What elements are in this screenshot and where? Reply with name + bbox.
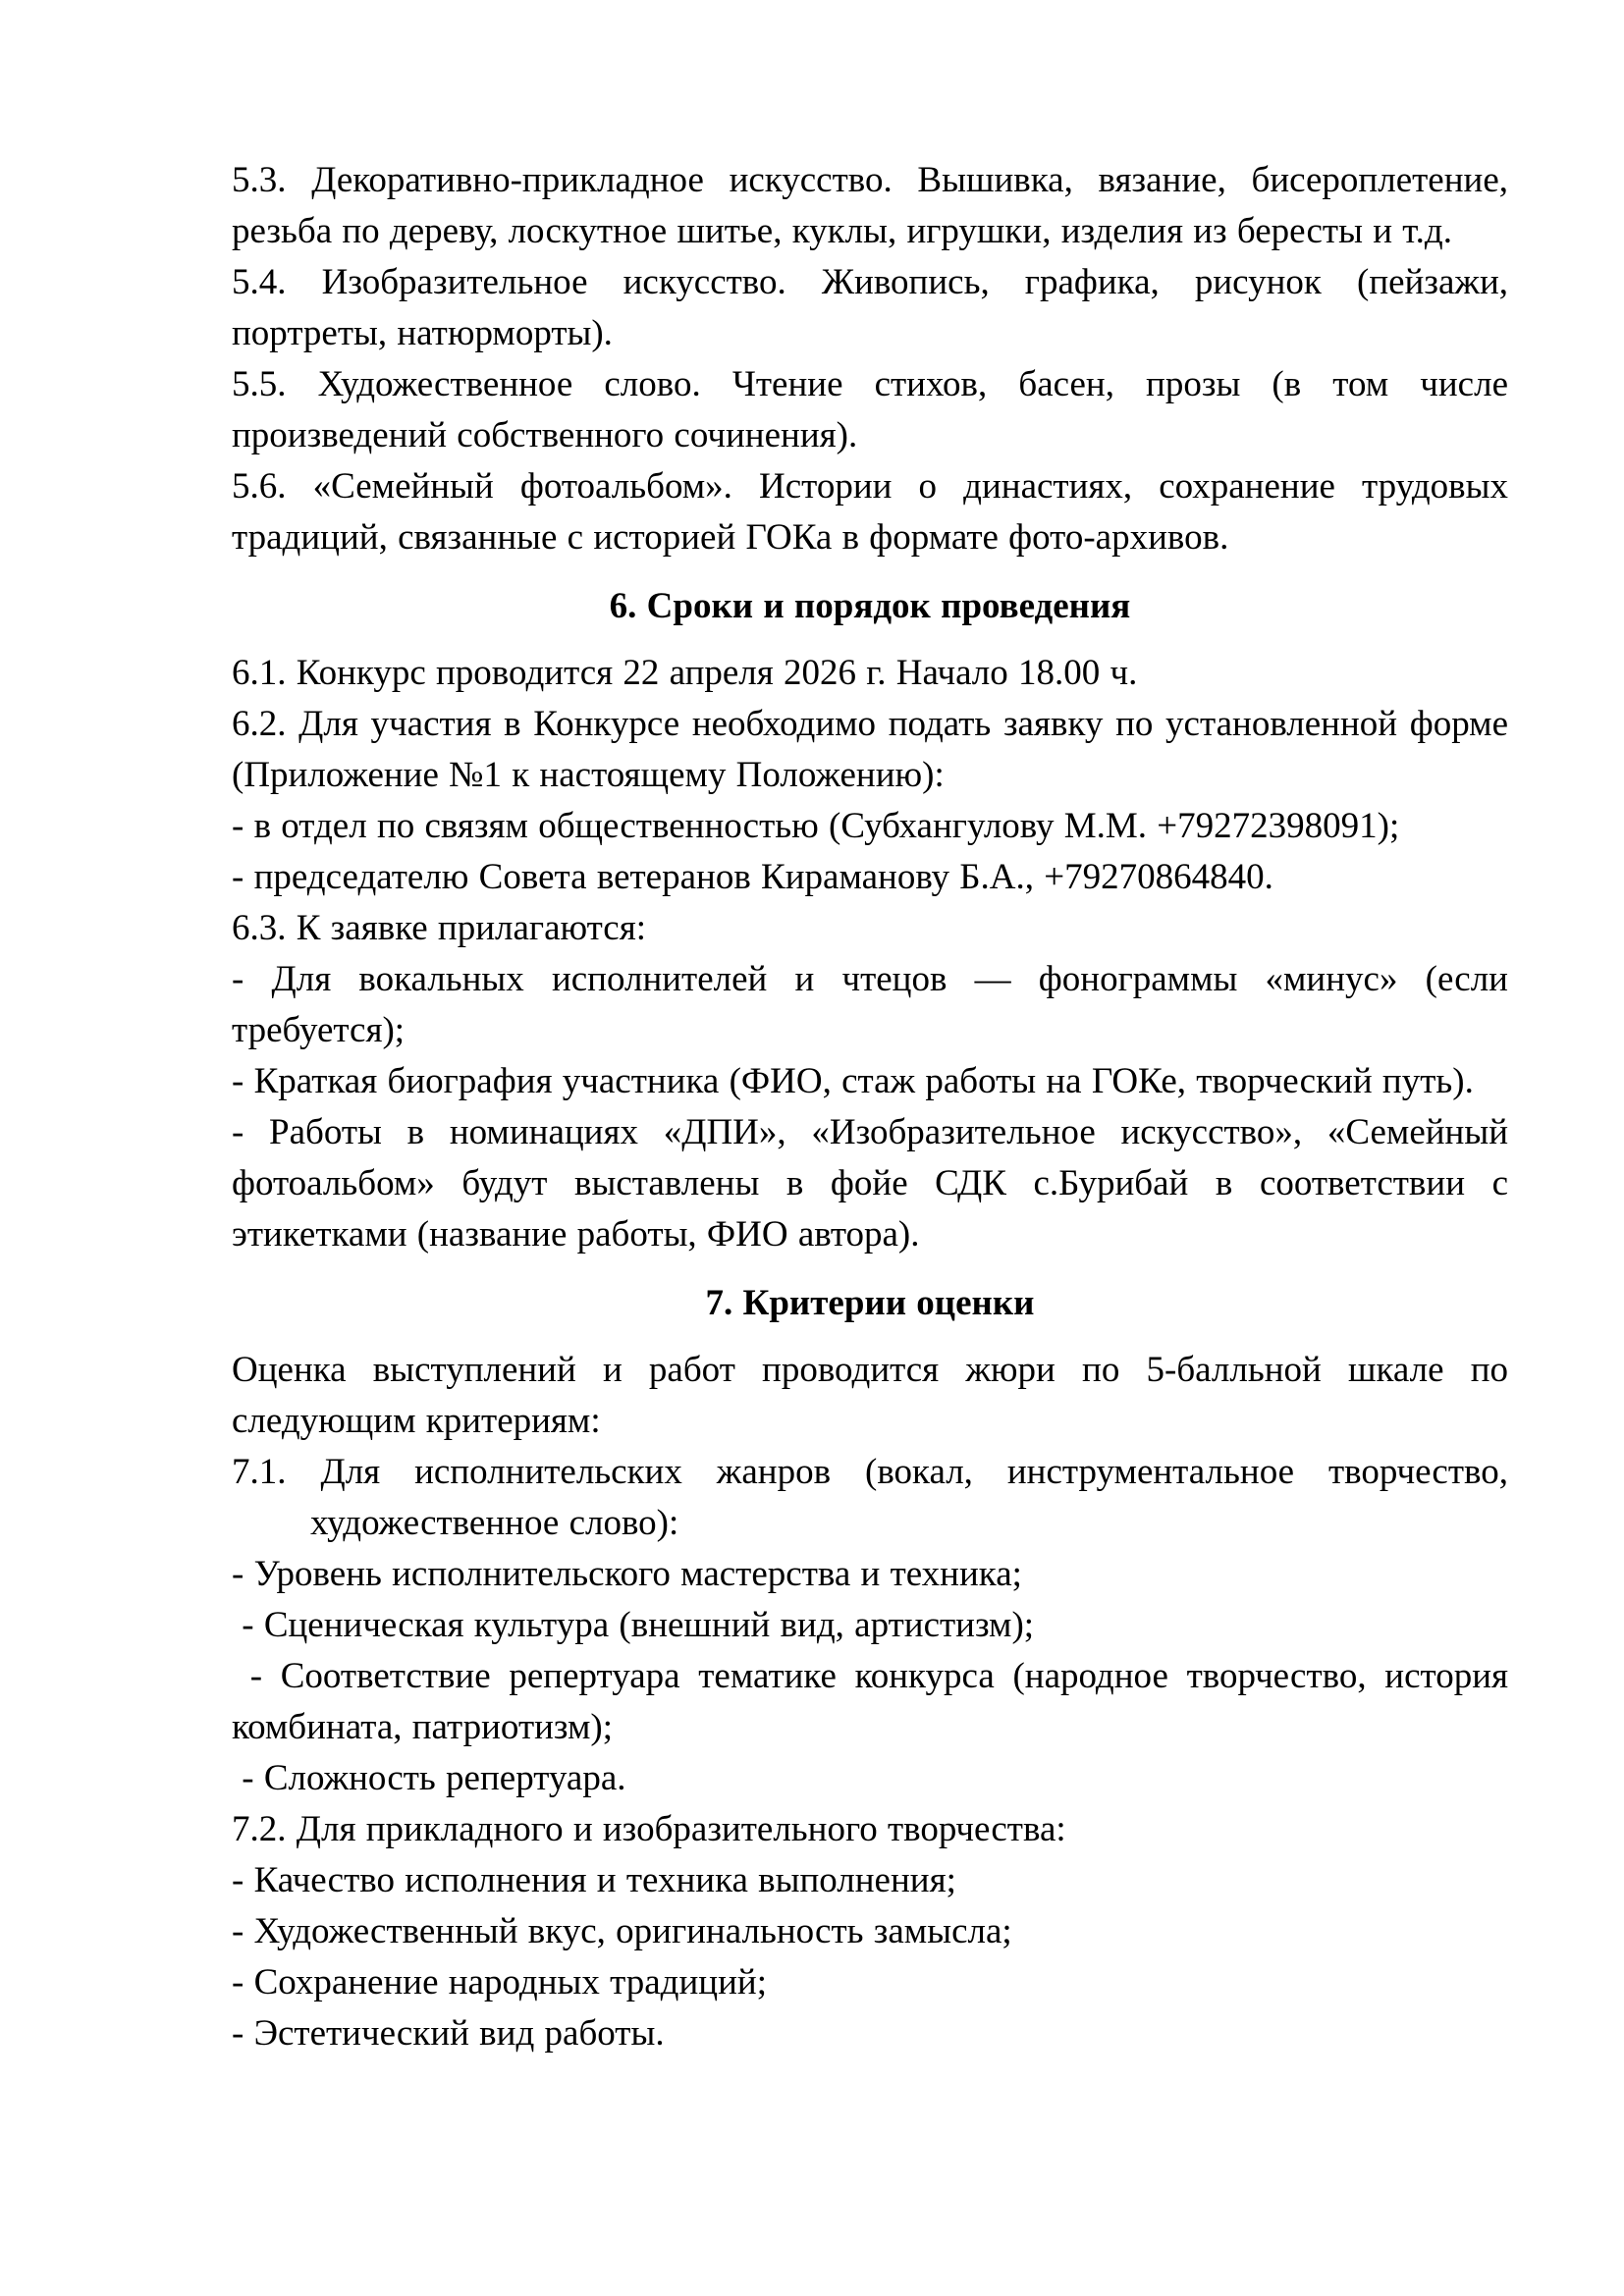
paragraph: 5.4. Изобразительное искусство. Живопись, графика, рисунок (пейзажи, портреты, натюрморты). (232, 262, 1519, 353)
paragraph: - Художественный вкус, оригинальность замысла; (232, 1911, 1012, 1951)
paragraph: 6.2. Для участия в Конкурсе необходимо подать заявку по установленной форме (Приложение №1 к настоящему Положению): (232, 704, 1519, 795)
document-body (232, 155, 1519, 2059)
paragraph: - Краткая биография участника (ФИО, стаж работы на ГОКе, творческий путь). (232, 1061, 1474, 1101)
paragraph: 5.3. Декоративно-прикладное искусство. Вышивка, вязание, бисероплетение, резьба по дереву, лоскутное шитье, куклы, игрушки, изделия из бересты и т.д. (232, 160, 1519, 251)
paragraph: - Сценическая культура (внешний вид, артистизм); (232, 1605, 1035, 1645)
paragraph: - председателю Совета ветеранов Кираманову Б.А., +79270864840. (232, 857, 1273, 897)
section-heading: 7. Критерии оценки (705, 1283, 1035, 1323)
paragraph: Оценка выступлений и работ проводится жюри по 5-балльной шкале по следующим критериям: (232, 1350, 1519, 1441)
paragraph: 6.1. Конкурс проводится 22 апреля 2026 г. Начало 18.00 ч. (232, 653, 1138, 693)
paragraph: 7.1. Для исполнительских жанров (вокал, инструментальное творчество, художественное слово): (232, 1452, 1519, 1543)
section-heading: 6. Сроки и порядок проведения (609, 586, 1131, 626)
paragraph: 7.2. Для прикладного и изобразительного творчества: (232, 1809, 1066, 1849)
paragraph: - Качество исполнения и техника выполнения; (232, 1860, 956, 1900)
paragraph: 5.5. Художественное слово. Чтение стихов, басен, прозы (в том числе произведений собственного сочинения). (232, 364, 1519, 455)
paragraph: - Для вокальных исполнителей и чтецов — фонограммы «минус» (если требуется); (232, 959, 1519, 1050)
paragraph: 6.3. К заявке прилагаются: (232, 908, 647, 948)
paragraph: - Работы в номинациях «ДПИ», «Изобразительное искусство», «Семейный фотоальбом» будут выставлены в фойе СДК с.Бурибай в соответствии с этикетками (название работы, ФИО автора). (232, 1112, 1519, 1255)
paragraph: - в отдел по связям общественностью (Субхангулову М.М. +79272398091); (232, 806, 1400, 846)
paragraph: - Сложность репертуара. (232, 1758, 626, 1798)
paragraph: - Эстетический вид работы. (232, 2013, 665, 2054)
paragraph: - Соответствие репертуара тематике конкурса (народное творчество, история комбината, патриотизм); (232, 1656, 1519, 1747)
paragraph: - Уровень исполнительского мастерства и техника; (232, 1554, 1022, 1594)
paragraph: 5.6. «Семейный фотоальбом». Истории о династиях, сохранение трудовых традиций, связанные с историей ГОКа в формате фото-архивов. (232, 466, 1519, 558)
paragraph: - Сохранение народных традиций; (232, 1962, 767, 2002)
